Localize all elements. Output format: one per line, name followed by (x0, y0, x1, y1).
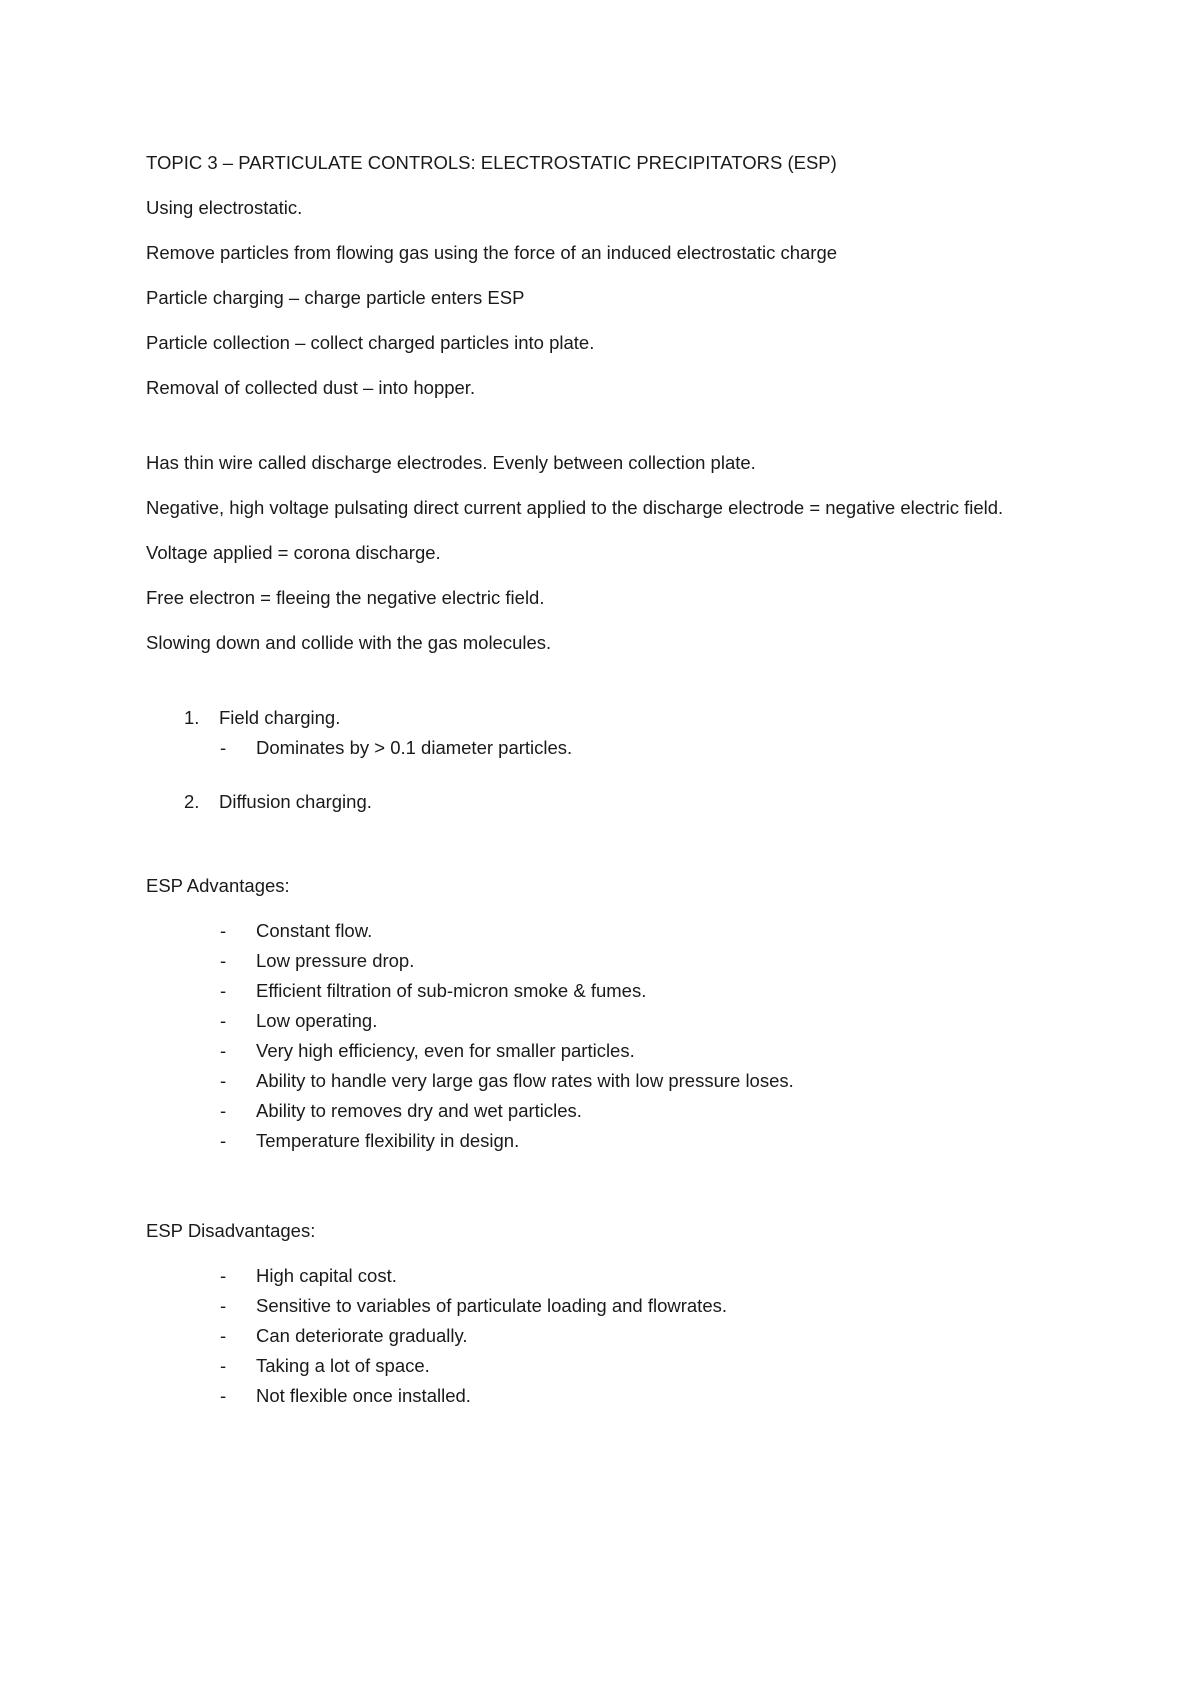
list-item-text: Dominates by > 0.1 diameter particles. (256, 737, 573, 758)
dash-bullet: - (220, 737, 227, 758)
list-item (146, 1126, 1086, 1156)
list-number: 1. (184, 707, 200, 728)
dash-bullet: - (220, 1385, 227, 1406)
list-item (146, 1381, 1086, 1411)
dash-bullet: - (220, 1010, 227, 1031)
dash-bullet: - (220, 1100, 227, 1121)
disadvantages-list (146, 1261, 1086, 1411)
spacer (146, 763, 1086, 787)
list-item-text: Field charging. (219, 707, 341, 728)
mechanism-paragraph: Has thin wire called discharge electrodes. Evenly between collection plate. (146, 452, 756, 473)
list-number: 2. (184, 791, 200, 812)
spacer (146, 673, 1086, 703)
spacer (146, 418, 1086, 448)
intro-paragraph: Particle collection – collect charged particles into plate. (146, 332, 595, 353)
mechanism-paragraph: Voltage applied = corona discharge. (146, 542, 441, 563)
dash-bullet: - (220, 1130, 227, 1151)
intro-paragraph: Particle charging – charge particle enters ESP (146, 287, 525, 308)
intro-paragraph: Remove particles from flowing gas using the force of an induced electrostatic charge (146, 242, 838, 263)
advantages-list (146, 916, 1086, 1156)
dash-bullet: - (220, 920, 227, 941)
list-item (146, 703, 1086, 733)
list-item (146, 946, 1086, 976)
list-item-text: Ability to handle very large gas flow rates with low pressure loses. (256, 1070, 794, 1091)
disadvantages-heading: ESP Disadvantages: (146, 1220, 316, 1241)
dash-bullet: - (220, 1040, 227, 1061)
list-item (146, 976, 1086, 1006)
dash-bullet: - (220, 980, 227, 1001)
spacer (146, 1156, 1086, 1216)
list-item-text: Efficient filtration of sub-micron smoke & fumes. (256, 980, 647, 1001)
charging-sub-list (146, 733, 1086, 763)
list-item (146, 1291, 1086, 1321)
dash-bullet: - (220, 1070, 227, 1091)
list-item-text: Taking a lot of space. (256, 1355, 430, 1376)
list-item (146, 1096, 1086, 1126)
list-item (146, 1036, 1086, 1066)
charging-list (146, 787, 1086, 817)
list-item (146, 1261, 1086, 1291)
list-item-text: Constant flow. (256, 920, 373, 941)
document-body (146, 148, 1086, 1411)
list-item-text: Low pressure drop. (256, 950, 415, 971)
list-item-text: Low operating. (256, 1010, 378, 1031)
list-item (146, 1066, 1086, 1096)
dash-bullet: - (220, 1355, 227, 1376)
list-item (146, 787, 1086, 817)
mechanism-paragraph: Slowing down and collide with the gas molecules. (146, 632, 552, 653)
dash-bullet: - (220, 1265, 227, 1286)
mechanism-paragraph: Negative, high voltage pulsating direct current applied to the discharge electrode = negative electric field. (146, 497, 1004, 518)
list-item-text: Temperature flexibility in design. (256, 1130, 520, 1151)
dash-bullet: - (220, 1295, 227, 1316)
list-item-text: Can deteriorate gradually. (256, 1325, 468, 1346)
dash-bullet: - (220, 950, 227, 971)
page-title: TOPIC 3 – PARTICULATE CONTROLS: ELECTROSTATIC PRECIPITATORS (ESP) (146, 152, 837, 173)
spacer (146, 817, 1086, 871)
list-item-text: Diffusion charging. (219, 791, 372, 812)
intro-paragraph: Removal of collected dust – into hopper. (146, 377, 476, 398)
list-item-text: Very high efficiency, even for smaller particles. (256, 1040, 635, 1061)
list-item-text: High capital cost. (256, 1265, 397, 1286)
list-item (146, 1321, 1086, 1351)
intro-paragraph: Using electrostatic. (146, 197, 303, 218)
list-item-text: Sensitive to variables of particulate loading and flowrates. (256, 1295, 727, 1316)
list-item-text: Not flexible once installed. (256, 1385, 471, 1406)
list-item-text: Ability to removes dry and wet particles. (256, 1100, 582, 1121)
charging-list (146, 703, 1086, 733)
dash-bullet: - (220, 1325, 227, 1346)
list-item (146, 1351, 1086, 1381)
advantages-heading: ESP Advantages: (146, 875, 290, 896)
mechanism-paragraph: Free electron = fleeing the negative electric field. (146, 587, 545, 608)
list-item (146, 1006, 1086, 1036)
list-item (146, 733, 1086, 763)
list-item (146, 916, 1086, 946)
